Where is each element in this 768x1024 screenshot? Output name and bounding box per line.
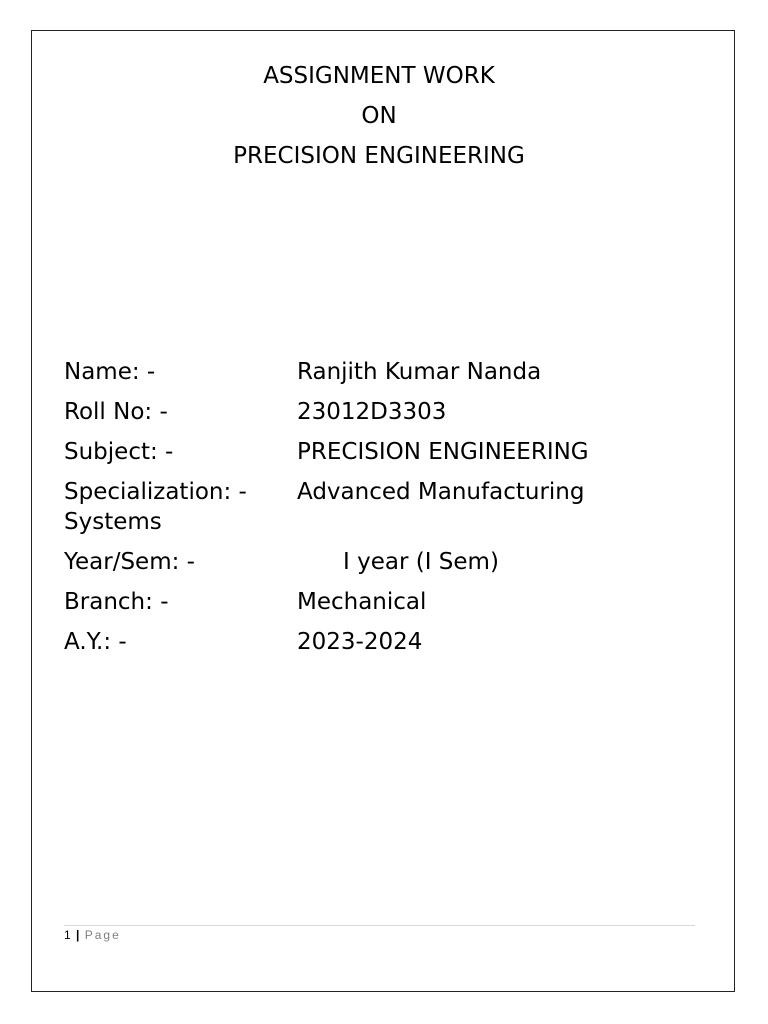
ay-label: A.Y.: -	[64, 629, 127, 655]
subject-value: PRECISION ENGINEERING	[297, 439, 589, 465]
title-line-assignment: ASSIGNMENT WORK	[263, 63, 495, 89]
branch-label: Branch: -	[64, 589, 169, 615]
footer-divider	[64, 925, 695, 926]
detail-row-yearsem	[64, 546, 704, 586]
page-number: 1	[64, 928, 71, 942]
ay-value: 2023-2024	[297, 629, 423, 655]
student-details	[64, 356, 704, 666]
name-value: Ranjith Kumar Nanda	[297, 359, 542, 385]
specialization-label: Specialization: -	[64, 479, 247, 505]
specialization-value: Advanced Manufacturing	[297, 479, 585, 505]
page-footer	[64, 928, 121, 942]
subject-label: Subject: -	[64, 439, 174, 465]
name-label: Name: -	[64, 359, 156, 385]
title-line-subject: PRECISION ENGINEERING	[233, 143, 525, 169]
detail-row-specialization	[64, 476, 704, 546]
branch-value: Mechanical	[297, 589, 427, 615]
page-word: Page	[84, 928, 121, 942]
specialization-continuation: Systems	[64, 509, 162, 535]
title-line-on: ON	[361, 103, 397, 129]
yearsem-label: Year/Sem: -	[64, 549, 195, 575]
roll-value: 23012D3303	[297, 399, 447, 425]
detail-row-branch	[64, 586, 704, 626]
detail-row-name	[64, 356, 704, 396]
detail-row-subject	[64, 436, 704, 476]
yearsem-value: I year (I Sem)	[343, 549, 499, 575]
detail-row-roll	[64, 396, 704, 436]
page-separator: |	[76, 928, 80, 942]
roll-label: Roll No: -	[64, 399, 168, 425]
detail-row-ay	[64, 626, 704, 666]
title-block	[0, 60, 758, 180]
